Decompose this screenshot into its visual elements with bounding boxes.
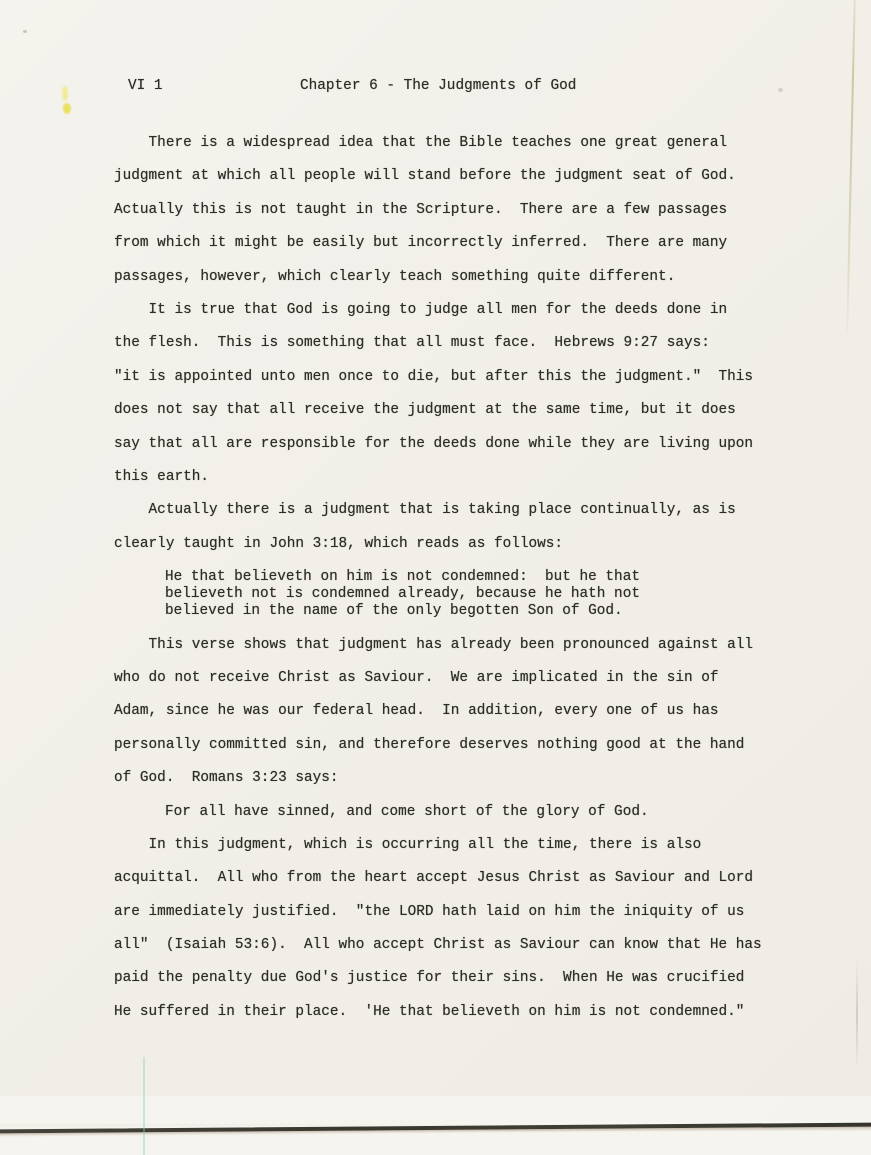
text-line: acquittal. All who from the heart accept Jesus Christ as Saviour and Lord	[114, 870, 754, 887]
text-line: judgment at which all people will stand before the judgment seat of God.	[114, 168, 736, 185]
text-line: He suffered in their place. 'He that believeth on him is not condemned."	[114, 1003, 745, 1020]
yellow-smudge	[63, 103, 71, 114]
scanner-streak	[143, 1057, 145, 1155]
text-line: Actually this is not taught in the Scripture. There are a few passages	[114, 201, 728, 218]
text-line: There is a widespread idea that the Bible teaches one great general	[114, 135, 728, 151]
text-line: He that believeth on him is not condemned: but he that	[165, 569, 640, 586]
text-line: who do not receive Christ as Saviour. We are implicated in the sin of	[114, 670, 719, 687]
text-line: It is true that God is going to judge all men for the deeds done in	[114, 301, 728, 318]
scripture-quote-block	[165, 569, 814, 621]
scan-speck	[23, 30, 27, 33]
scan-speck	[778, 88, 783, 92]
paragraph	[114, 829, 814, 1029]
paper-crease-right-top	[846, 0, 856, 334]
scripture-quote-block	[165, 804, 814, 821]
chapter-title: Chapter 6 - The Judgments of God	[300, 78, 577, 94]
text-line: this earth.	[114, 468, 209, 485]
yellow-smudge	[62, 86, 68, 101]
text-line: clearly taught in John 3:18, which reads as follows:	[114, 535, 564, 552]
text-line: from which it might be easily but incorrectly inferred. There are many	[114, 235, 728, 252]
paragraph	[114, 294, 814, 494]
scan-light-band	[0, 1096, 871, 1124]
text-line: personally committed sin, and therefore deserves nothing good at the hand	[114, 736, 745, 753]
paragraph	[114, 127, 814, 294]
text-line: paid the penalty due God's justice for their sins. When He was crucified	[114, 970, 745, 987]
paragraph	[114, 629, 814, 796]
scan-bottom-margin	[0, 1131, 871, 1155]
text-line: say that all are responsible for the deeds done while they are living upon	[114, 435, 754, 452]
text-line: "it is appointed unto men once to die, but after this the judgment." This	[114, 368, 754, 385]
text-line: of God. Romans 3:23 says:	[114, 770, 339, 787]
text-line: all" (Isaiah 53:6). All who accept Christ as Saviour can know that He has	[114, 936, 762, 953]
text-line: Actually there is a judgment that is taking place continually, as is	[114, 502, 736, 519]
page-number-label: VI 1	[128, 78, 163, 94]
text-line: In this judgment, which is occurring all the time, there is also	[114, 836, 702, 853]
text-line: are immediately justified. "the LORD hath laid on him the iniquity of us	[114, 903, 745, 920]
document-body	[114, 127, 814, 1029]
text-line: This verse shows that judgment has already been pronounced against all	[114, 636, 754, 653]
paragraph	[114, 494, 814, 561]
text-line: believeth not is condemned already, because he hath not	[165, 586, 640, 603]
text-line: believed in the name of the only begotten Son of God.	[165, 603, 623, 620]
paper-crease-right-bottom	[856, 960, 858, 1070]
text-line: For all have sinned, and come short of the glory of God.	[165, 803, 649, 820]
text-line: does not say that all receive the judgment at the same time, but it does	[114, 402, 736, 419]
document-header	[0, 78, 871, 100]
text-line: Adam, since he was our federal head. In addition, every one of us has	[114, 703, 719, 720]
text-line: the flesh. This is something that all must face. Hebrews 9:27 says:	[114, 335, 710, 352]
text-line: passages, however, which clearly teach something quite different.	[114, 268, 676, 285]
